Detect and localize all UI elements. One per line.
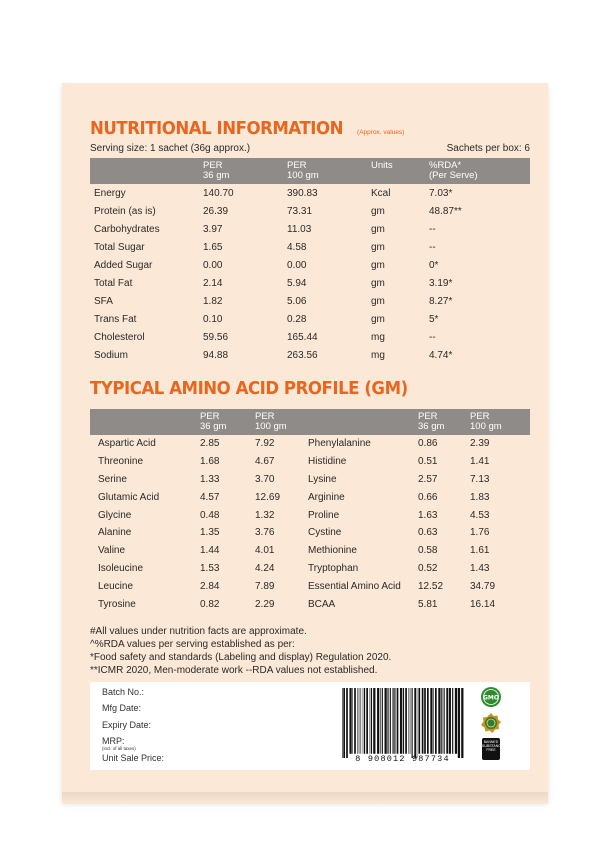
barcode-bar bbox=[359, 688, 360, 754]
amino-table bbox=[90, 409, 530, 613]
amino-acid-name: Isoleucine bbox=[98, 562, 144, 574]
nutrient-value: 0.00 bbox=[203, 259, 223, 271]
amino-row bbox=[90, 453, 530, 471]
nutrient-value: gm bbox=[371, 277, 385, 289]
amino-acid-name: Glycine bbox=[98, 509, 132, 521]
nutrient-row bbox=[90, 238, 530, 256]
amino-acid-value: 0.63 bbox=[418, 527, 438, 539]
barcode-bar bbox=[363, 688, 364, 754]
nutrient-value: gm bbox=[371, 295, 385, 307]
amino-acid-name: Aspartic Acid bbox=[98, 438, 156, 450]
amino-acid-name: Threonine bbox=[98, 456, 144, 468]
nutrient-row bbox=[90, 184, 530, 202]
amino-acid-name: Cystine bbox=[308, 527, 342, 539]
barcode-bar bbox=[349, 688, 351, 754]
amino-acid-value: 0.48 bbox=[200, 509, 220, 521]
nutrient-row bbox=[90, 292, 530, 310]
expiry-date-label: Expiry Date: bbox=[102, 720, 152, 730]
amino-title: TYPICAL AMINO ACID PROFILE (GM) bbox=[90, 378, 408, 399]
amino-acid-value: 1.41 bbox=[470, 456, 490, 468]
amino-acid-value: 3.76 bbox=[255, 527, 275, 539]
banned-substance-free-badge bbox=[482, 738, 504, 760]
barcode-bar bbox=[446, 688, 448, 754]
nutrient-value: 26.39 bbox=[203, 205, 229, 217]
column-header: PER 100 gm bbox=[255, 411, 287, 432]
amino-header-row bbox=[90, 409, 530, 435]
barcode-bar bbox=[400, 688, 402, 754]
nutrition-table bbox=[90, 158, 530, 364]
amino-acid-name: Valine bbox=[98, 545, 126, 557]
barcode-bar bbox=[397, 688, 399, 754]
barcode-bar bbox=[414, 688, 416, 758]
nutrient-name: Sodium bbox=[94, 349, 128, 361]
amino-acid-value: 4.57 bbox=[200, 491, 220, 503]
amino-acid-name: Essential Amino Acid bbox=[308, 580, 401, 592]
amino-acid-value: 1.33 bbox=[200, 473, 220, 485]
nutrient-value: 4.58 bbox=[287, 241, 307, 253]
column-header: %RDA* (Per Serve) bbox=[429, 160, 478, 181]
barcode-bar bbox=[352, 688, 353, 754]
nutrient-row bbox=[90, 274, 530, 292]
barcode-bar bbox=[403, 688, 404, 754]
column-header bbox=[90, 158, 203, 184]
amino-acid-value: 12.69 bbox=[255, 491, 281, 503]
amino-acid-value: 0.58 bbox=[418, 545, 438, 557]
nutrient-name: Total Sugar bbox=[94, 241, 145, 253]
column-header: PER 100 gm bbox=[470, 411, 502, 432]
column-header bbox=[90, 409, 200, 435]
barcode-bar bbox=[394, 688, 395, 754]
barcode-bar bbox=[410, 688, 411, 754]
nutrient-value: 7.03* bbox=[429, 187, 453, 199]
amino-acid-name: BCAA bbox=[308, 598, 336, 610]
nutrient-name: Total Fat bbox=[94, 277, 133, 289]
barcode-bar bbox=[412, 688, 413, 758]
nutrient-row bbox=[90, 220, 530, 238]
amino-acid-name: Alanine bbox=[98, 527, 132, 539]
nutrient-value: 263.56 bbox=[287, 349, 318, 361]
barcode-bar bbox=[455, 688, 457, 754]
batch-info-panel bbox=[90, 682, 530, 770]
nutrient-name: Protein (as is) bbox=[94, 205, 156, 217]
amino-acid-value: 0.66 bbox=[418, 491, 438, 503]
nutrient-row bbox=[90, 202, 530, 220]
amino-acid-value: 1.43 bbox=[470, 562, 490, 574]
amino-acid-value: 2.84 bbox=[200, 580, 220, 592]
barcode-bar bbox=[435, 688, 437, 754]
nutrient-name: SFA bbox=[94, 295, 113, 307]
nutrient-value: 0.00 bbox=[287, 259, 307, 271]
nutrient-value: gm bbox=[371, 205, 385, 217]
nutrient-value: 48.87** bbox=[429, 205, 462, 217]
barcode-bar bbox=[377, 688, 379, 754]
amino-acid-value: 1.76 bbox=[470, 527, 490, 539]
serving-size: Serving size: 1 sachet (36g approx.) bbox=[90, 143, 251, 154]
nutrient-value: 5.06 bbox=[287, 295, 307, 307]
barcode-bar bbox=[346, 688, 348, 758]
sachets-per-box: Sachets per box: 6 bbox=[446, 143, 530, 154]
amino-table-body bbox=[90, 435, 530, 613]
barcode-bar bbox=[438, 688, 440, 754]
box-bottom-edge bbox=[62, 792, 548, 804]
footnote: ^%RDA values per serving established as per: bbox=[90, 638, 295, 650]
nutrient-value: -- bbox=[429, 331, 436, 343]
barcode-bar bbox=[405, 688, 407, 754]
column-header: PER 36 gm bbox=[203, 160, 230, 181]
nutrient-row bbox=[90, 256, 530, 274]
amino-acid-value: 0.82 bbox=[200, 598, 220, 610]
amino-acid-value: 1.61 bbox=[470, 545, 490, 557]
nutrient-value: mg bbox=[371, 331, 385, 343]
barcode-bar bbox=[417, 688, 418, 758]
barcode-bar bbox=[430, 688, 432, 754]
amino-acid-value: 1.53 bbox=[200, 562, 220, 574]
barcode-bar bbox=[461, 688, 463, 758]
nutrient-value: 11.03 bbox=[287, 223, 312, 235]
amino-acid-value: 2.57 bbox=[418, 473, 438, 485]
barcode bbox=[340, 688, 465, 758]
amino-row bbox=[90, 471, 530, 489]
mrp-label: MRP: bbox=[102, 736, 125, 746]
amino-acid-value: 0.51 bbox=[418, 456, 438, 468]
nutrient-name: Cholesterol bbox=[94, 331, 145, 343]
nutrient-value: 0* bbox=[429, 259, 439, 271]
nutrient-name: Trans Fat bbox=[94, 313, 137, 325]
nutrient-value: 1.82 bbox=[203, 295, 223, 307]
barcode-bar bbox=[393, 688, 394, 754]
nutrient-value: 1.65 bbox=[203, 241, 223, 253]
nutrient-value: 3.19* bbox=[429, 277, 453, 289]
barcode-bar bbox=[382, 688, 383, 754]
amino-acid-value: 4.53 bbox=[470, 509, 490, 521]
amino-acid-value: 2.29 bbox=[255, 598, 275, 610]
barcode-bar bbox=[371, 688, 372, 754]
nutrition-table-body bbox=[90, 184, 530, 364]
batch-no-label: Batch No.: bbox=[102, 687, 145, 697]
nutrient-value: mg bbox=[371, 349, 385, 361]
amino-row bbox=[90, 560, 530, 578]
barcode-bar bbox=[458, 688, 460, 758]
barcode-bar bbox=[385, 688, 387, 754]
column-header: PER 36 gm bbox=[418, 411, 445, 432]
barcode-bar bbox=[441, 688, 442, 754]
nutrient-name: Carbohydrates bbox=[94, 223, 160, 235]
amino-acid-name: Leucine bbox=[98, 580, 134, 592]
barcode-bar bbox=[449, 688, 451, 754]
amino-row bbox=[90, 506, 530, 524]
nutrient-value: gm bbox=[371, 241, 385, 253]
nutrient-value: 140.70 bbox=[203, 187, 234, 199]
amino-acid-value: 1.44 bbox=[200, 545, 220, 557]
barcode-bar bbox=[380, 688, 381, 754]
nutrient-row bbox=[90, 310, 530, 328]
barcode-bar bbox=[342, 688, 343, 758]
footnote: #All values under nutrition facts are approximate. bbox=[90, 625, 307, 637]
nutrient-value: 5* bbox=[429, 313, 439, 325]
barcode-bar bbox=[387, 688, 388, 754]
barcode-bar bbox=[433, 688, 434, 754]
amino-acid-value: 1.68 bbox=[200, 456, 220, 468]
amino-acid-name: Glutamic Acid bbox=[98, 491, 160, 503]
amino-row bbox=[90, 577, 530, 595]
nutrient-value: 73.31 bbox=[287, 205, 313, 217]
nutrition-content bbox=[90, 118, 530, 677]
barcode-bar bbox=[390, 688, 391, 754]
mfg-date-label: Mfg Date: bbox=[102, 703, 142, 713]
barcode-bar bbox=[422, 688, 424, 754]
nutrient-value: 0.10 bbox=[203, 313, 223, 325]
nutrition-header-row bbox=[90, 158, 530, 184]
amino-row bbox=[90, 542, 530, 560]
amino-acid-value: 7.89 bbox=[255, 580, 275, 592]
barcode-bar bbox=[366, 688, 368, 754]
barcode-bar bbox=[370, 688, 371, 754]
barcode-bar bbox=[354, 688, 356, 754]
nutrient-value: 5.94 bbox=[287, 277, 307, 289]
nutrient-name: Energy bbox=[94, 187, 126, 199]
banned-substance-free-text: BANNED SUBSTANCE FREE bbox=[482, 740, 504, 752]
amino-acid-name: Proline bbox=[308, 509, 340, 521]
nutrient-value: Kcal bbox=[371, 187, 391, 199]
amino-acid-name: Tyrosine bbox=[98, 598, 136, 610]
amino-row bbox=[90, 524, 530, 542]
nutrient-value: gm bbox=[371, 313, 385, 325]
amino-acid-value: 4.67 bbox=[255, 456, 275, 468]
amino-acid-value: 34.79 bbox=[470, 580, 496, 592]
nutrition-title: NUTRITIONAL INFORMATION bbox=[90, 118, 344, 139]
nutrient-value: 0.28 bbox=[287, 313, 307, 325]
nutrient-value: -- bbox=[429, 223, 436, 235]
amino-acid-value: 3.70 bbox=[255, 473, 275, 485]
footnote: **ICMR 2020, Men-moderate work --RDA values not established. bbox=[90, 664, 378, 676]
barcode-bar bbox=[361, 688, 362, 754]
column-header bbox=[308, 409, 418, 435]
amino-acid-value: 1.83 bbox=[470, 491, 490, 503]
nutrient-value: 4.74* bbox=[429, 349, 453, 361]
nutrient-name: Added Sugar bbox=[94, 259, 153, 271]
amino-acid-value: 7.92 bbox=[255, 438, 275, 450]
barcode-digits: 8 908012 987734 bbox=[355, 754, 450, 764]
barcode-bar bbox=[418, 688, 420, 754]
mrp-field bbox=[102, 736, 136, 751]
amino-row bbox=[90, 595, 530, 613]
column-header: PER 36 gm bbox=[200, 411, 227, 432]
amino-acid-name: Arginine bbox=[308, 491, 345, 503]
nutrient-value: 59.56 bbox=[203, 331, 229, 343]
nutrient-value: 2.14 bbox=[203, 277, 223, 289]
certification-seal-icon bbox=[480, 712, 502, 734]
nutrient-value: 3.97 bbox=[203, 223, 223, 235]
barcode-bar bbox=[364, 688, 365, 754]
column-header: Units bbox=[371, 160, 393, 171]
footnote: *Food safety and standards (Labeling and display) Regulation 2020. bbox=[90, 651, 392, 663]
amino-acid-value: 7.13 bbox=[470, 473, 490, 485]
barcode-bar bbox=[373, 688, 375, 754]
nutrient-value: gm bbox=[371, 259, 385, 271]
nutrient-value: -- bbox=[429, 241, 436, 253]
amino-acid-value: 2.85 bbox=[200, 438, 220, 450]
amino-acid-value: 0.52 bbox=[418, 562, 438, 574]
column-header: PER 100 gm bbox=[287, 160, 319, 181]
amino-acid-name: Methionine bbox=[308, 545, 357, 557]
nutrient-value: gm bbox=[371, 223, 385, 235]
amino-row bbox=[90, 435, 530, 453]
amino-acid-value: 16.14 bbox=[470, 598, 496, 610]
unit-sale-price-label: Unit Sale Price: bbox=[102, 753, 165, 763]
nutrient-value: 165.44 bbox=[287, 331, 318, 343]
amino-row bbox=[90, 488, 530, 506]
barcode-bar bbox=[452, 688, 453, 754]
amino-acid-value: 4.01 bbox=[255, 545, 275, 557]
nutrient-row bbox=[90, 328, 530, 346]
barcode-bar bbox=[409, 688, 410, 754]
amino-acid-value: 1.35 bbox=[200, 527, 220, 539]
barcode-bar bbox=[427, 688, 429, 754]
amino-acid-name: Histidine bbox=[308, 456, 347, 468]
amino-acid-value: 4.24 bbox=[255, 562, 275, 574]
amino-acid-value: 5.81 bbox=[418, 598, 438, 610]
mrp-note: (incl. of all taxes) bbox=[102, 746, 136, 751]
gmo-badge-icon bbox=[480, 686, 502, 708]
barcode-bar bbox=[357, 688, 358, 754]
amino-acid-value: 1.63 bbox=[418, 509, 438, 521]
nutrient-value: 390.83 bbox=[287, 187, 318, 199]
barcode-bar bbox=[343, 688, 345, 758]
nutrient-value: 94.88 bbox=[203, 349, 229, 361]
amino-acid-name: Phenylalanine bbox=[308, 438, 371, 450]
amino-acid-value: 2.39 bbox=[470, 438, 490, 450]
title-row bbox=[90, 118, 530, 139]
amino-acid-value: 1.32 bbox=[255, 509, 275, 521]
nutrient-row bbox=[90, 346, 530, 364]
amino-acid-name: Lysine bbox=[308, 473, 337, 485]
amino-acid-name: Tryptophan bbox=[308, 562, 359, 574]
serving-row bbox=[90, 143, 530, 154]
footnotes bbox=[90, 625, 530, 677]
amino-acid-value: 12.52 bbox=[418, 580, 444, 592]
gmo-badge-text: GMO bbox=[483, 694, 499, 702]
barcode-bar bbox=[444, 688, 445, 754]
nutrient-value: 8.27* bbox=[429, 295, 453, 307]
amino-acid-name: Serine bbox=[98, 473, 127, 485]
title-note: (Approx. values) bbox=[357, 129, 405, 136]
amino-acid-value: 0.86 bbox=[418, 438, 438, 450]
barcode-bar bbox=[424, 688, 426, 754]
